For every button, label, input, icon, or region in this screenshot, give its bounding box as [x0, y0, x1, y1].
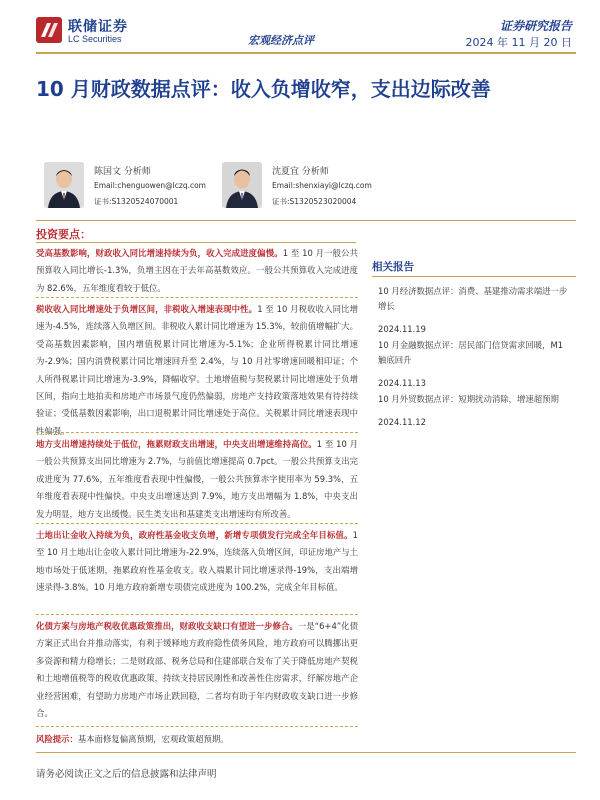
- investment-heading: 投资要点：: [36, 228, 91, 241]
- brand-logo-mark: [36, 17, 62, 43]
- section-divider: [36, 242, 356, 243]
- analyst-name: 陈国文 分析师: [94, 167, 151, 177]
- paragraph-separator: [36, 523, 358, 525]
- paragraph-highlight: 地方支出增速持续处于低位，拖累财政支出增速，中央支出增速维持高位。: [36, 439, 317, 449]
- investment-paragraph: [36, 245, 358, 297]
- paragraph-body: 1 至 10 月一般公共预算支出同比增速为 2.7%，与前值比增速提高 0.7pct。一般公共预算支出完成进度为 77.6%，五年维度看表现中性偏慢，一般公共预算赤字使用率为 59.3%，五年维度看表现中性偏快。中央支出增速达到 7.9%，地方支出增幅为 1.8%，中央支出发力明显，地方支出缓慢。民生类支出和基建类支出增速均有所改善。: [36, 439, 358, 519]
- analyst-avatar: [44, 162, 84, 208]
- risk-text: 基本面修复偏离预期，宏观政策超预期。: [77, 734, 229, 744]
- investment-paragraph: [36, 618, 358, 722]
- paragraph-body: 一是“6+4”化债方案正式出台并推动落实，有利于缓释地方政府隐性债务风险，地方政府可以腾挪出更多资源和精力稳增长；二是财政部、税务总局和住建部联合发布了关于降低房地产契税和土地增值税等的税收优惠政策，持续支持居民刚性和改善性住房需求，纾解房地产企业经营困难，有望助力房地产市场止跌回稳，二者均有助于年内财政收支缺口进一步修合。: [36, 621, 358, 719]
- paragraph-highlight: 税收收入同比增速处于负增区间，非税收入增速表现中性。: [36, 304, 258, 314]
- report-date: 2024 年 11 月 20 日: [465, 36, 572, 49]
- related-reports-heading: 相关报告: [372, 261, 414, 273]
- related-report-title[interactable]: 10 月外贸数据点评：短期扰动消除，增速超预期: [378, 394, 559, 404]
- related-report-date: 2024.11.12: [378, 417, 426, 427]
- brand-name-en: LC Securities: [68, 34, 122, 44]
- related-report-item[interactable]: [378, 392, 574, 427]
- paragraph-body: 1 至 10 月税收收入同比增速为-4.5%，连续落入负增区间。非税收入累计同比增速为 15.3%，较前值增幅扩大。受高基数因素影响，国内增值税累计同比增速为-5.1%；企业所得税累计同比增速为-2.9%；国内消费税累计同比增速回升至 2.4%，与 10 月社零增速回暖相印证；个人所得税累计同比增速为-3.9%，降幅收窄。土地增值税与契税累计同比增速处于负增区间，指向土地拍卖和房地产市场景气度仍然偏弱，房地产支持政策落地效果有待持续验证；受低基数因素影响，出口退税累计同比增速处于高位。关税累计同比增速表现中性偏强。: [36, 304, 358, 436]
- investment-paragraph: [36, 301, 358, 440]
- section-divider: [36, 220, 576, 221]
- report-type: 证券研究报告: [499, 19, 572, 33]
- risk-label: 风险提示：: [36, 734, 78, 744]
- paragraph-separator: [36, 726, 358, 728]
- analyst-name: 沈夏宜 分析师: [272, 167, 329, 177]
- paragraph-highlight: 土地出让金收入持续为负，政府性基金收支负增，新增专项债发行完成全年目标值。: [36, 530, 353, 540]
- paragraph-body: 1 至 10 月土地出让金收入累计同比增速为-22.9%，连续落入负增区间，印证房地产与土地市场处于低迷期，拖累政府性基金收支。收入端累计同比增速录得-19%，支出端增速录得-3.8%。10 月地方政府新增专项债完成进度为 100.2%，完成全年目标值。: [36, 530, 358, 593]
- related-report-item[interactable]: [378, 338, 574, 388]
- related-report-date: 2024.11.13: [378, 378, 426, 388]
- analyst-cert: 证书:S1320523020004: [272, 197, 357, 206]
- section-divider: [372, 276, 576, 277]
- paragraph-separator: [36, 297, 358, 299]
- footer-divider: [36, 752, 576, 753]
- paragraph-separator: [36, 614, 358, 616]
- report-category: 宏观经济点评: [248, 34, 314, 47]
- related-report-date: 2024.11.19: [378, 324, 426, 334]
- page-title: 10 月财政数据点评：收入负增收窄，支出边际改善: [36, 77, 491, 101]
- paragraph-highlight: 受高基数影响，财政收入同比增速持续为负，收入完成进度偏慢。: [36, 248, 283, 258]
- header-divider: [36, 52, 576, 54]
- paragraph-body: 1 至 10 月一般公共预算收入同比增长-1.3%，负增主因在于去年高基数效应。一般公共预算收入完成进度为 82.6%，五年维度看较于低位。: [36, 248, 358, 293]
- analyst-email: Email:chenguowen@lczq.com: [94, 181, 206, 190]
- paragraph-separator: [36, 432, 358, 434]
- related-report-title[interactable]: 10 月经济数据点评：消费、基建推动需求端进一步增长: [378, 286, 568, 311]
- related-report-title[interactable]: 10 月金融数据点评：居民部门信贷需求回暖，M1 触底回升: [378, 340, 563, 365]
- risk-warning: [36, 733, 358, 745]
- footer-disclaimer: 请务必阅读正文之后的信息披露和法律声明: [36, 769, 217, 780]
- investment-paragraph: [36, 436, 358, 523]
- paragraph-highlight: 化债方案与房地产税收优惠政策推出，财政收支缺口有望进一步修合。: [36, 621, 298, 631]
- brand-name: 联储证券: [68, 19, 128, 35]
- investment-paragraph: [36, 527, 358, 597]
- related-report-item[interactable]: [378, 284, 574, 334]
- analyst-cert: 证书:S1320524070001: [94, 197, 179, 206]
- analyst-email: Email:shenxiayi@lczq.com: [272, 181, 372, 190]
- analyst-avatar: [222, 162, 262, 208]
